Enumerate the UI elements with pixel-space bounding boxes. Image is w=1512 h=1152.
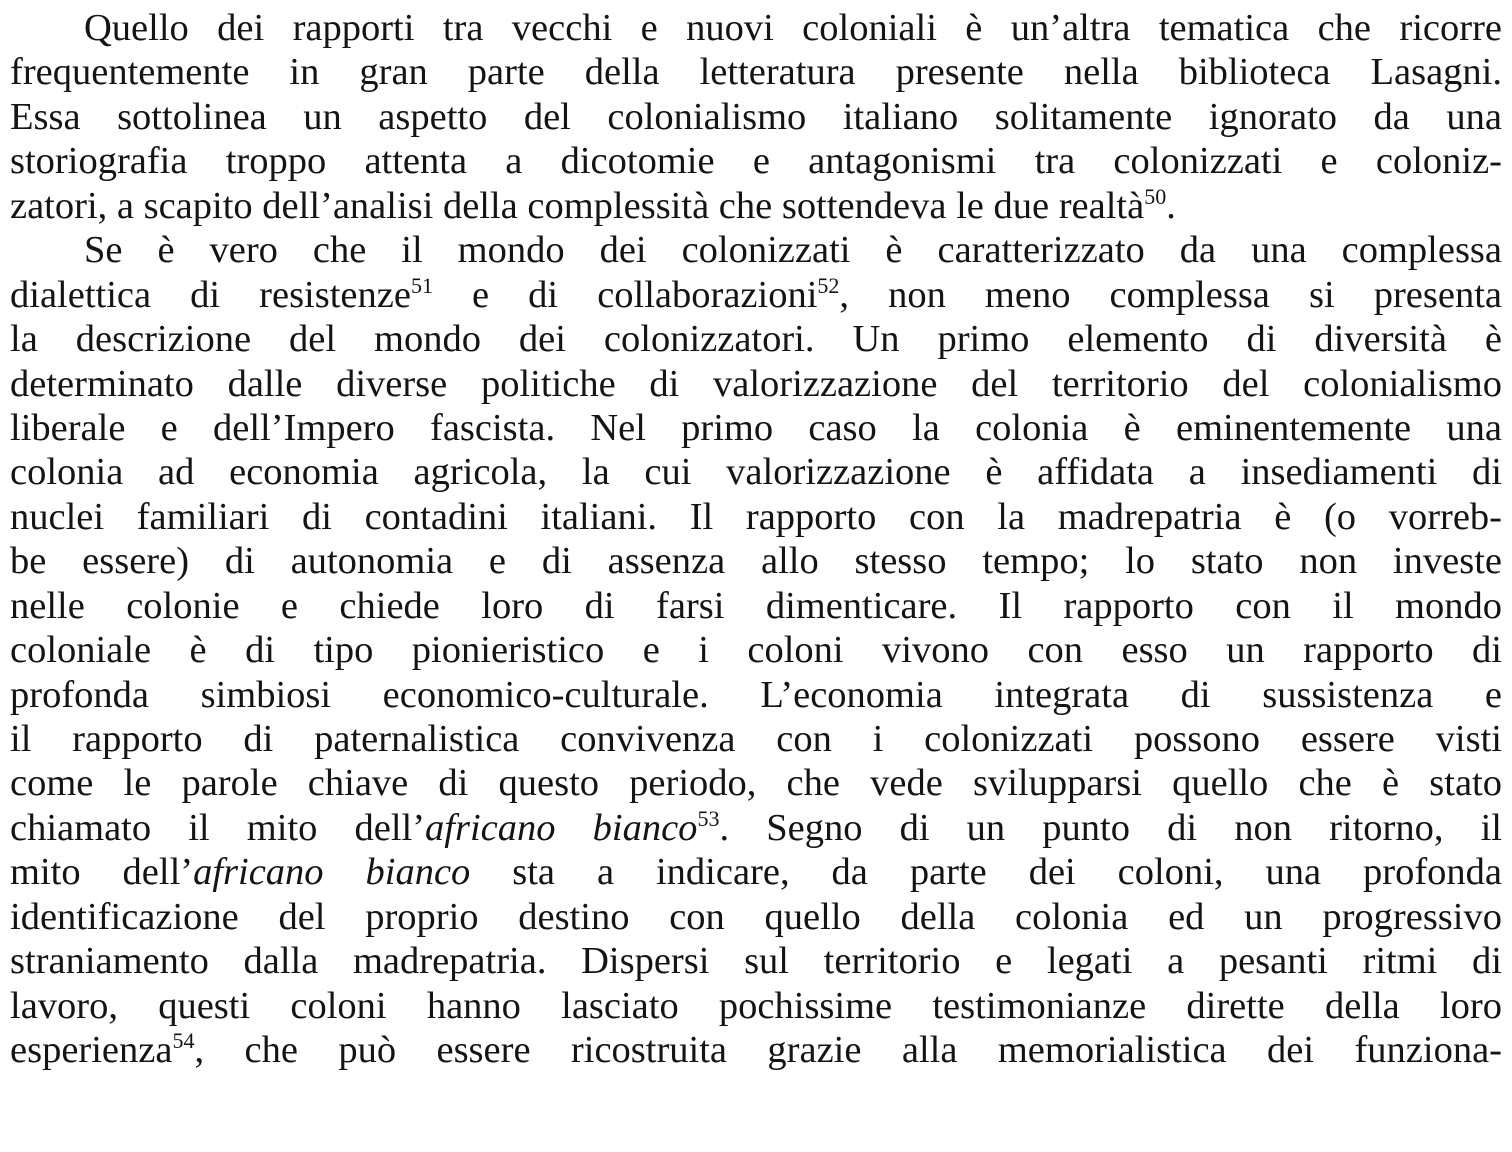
text-run: lavoro, questi coloni hanno lasciato pochissime testimonianze dirette della loro xyxy=(10,984,1502,1027)
text-run: . Segno di un punto di non ritorno, il xyxy=(719,806,1503,849)
text-run: sta a indicare, da parte dei coloni, una profonda xyxy=(470,851,1502,894)
text-line xyxy=(10,761,1502,805)
italic-term: africano bianco xyxy=(425,806,698,849)
text-run: identificazione del proprio destino con quello della colonia ed un progressivo xyxy=(10,895,1502,938)
footnote-marker: 50 xyxy=(1144,183,1167,209)
text-run: storiografia troppo attenta a dicotomie e antagonismi tra colonizzati e coloniz- xyxy=(10,140,1502,183)
text-run: be essere) di autonomia e di assenza allo stesso tempo; lo stato non investe xyxy=(10,540,1502,583)
text-line xyxy=(10,628,1502,672)
italic-term: africano bianco xyxy=(193,851,471,894)
text-run: colonia ad economia agricola, la cui valorizzazione è affidata a insediamenti di xyxy=(10,451,1502,494)
footnote-marker: 52 xyxy=(817,272,840,298)
footnote-marker: 54 xyxy=(172,1028,195,1054)
text-run: coloniale è di tipo pionieristico e i coloni vivono con esso un rapporto di xyxy=(10,629,1502,672)
footnote-marker: 51 xyxy=(410,272,433,298)
body-text xyxy=(10,6,1502,1073)
text-run: frequentemente in gran parte della letteratura presente nella biblioteca Lasagni. xyxy=(10,51,1502,94)
text-line xyxy=(10,6,1502,50)
text-run: e di collaborazioni xyxy=(432,273,818,316)
paragraph xyxy=(10,6,1502,228)
text-run: nelle colonie e chiede loro di farsi dimenticare. Il rapporto con il mondo xyxy=(10,584,1502,627)
text-run: mito dell’ xyxy=(10,851,194,894)
text-run: determinato dalle diverse politiche di valorizzazione del territorio del colonialismo xyxy=(10,362,1502,405)
text-line xyxy=(10,539,1502,583)
text-line xyxy=(10,50,1502,94)
footnote-marker: 53 xyxy=(697,805,720,831)
text-run: esperienza xyxy=(10,1029,173,1072)
paragraph xyxy=(10,228,1502,1072)
text-line xyxy=(10,1028,1502,1072)
text-line xyxy=(10,895,1502,939)
text-run: chiamato il mito dell’ xyxy=(10,806,426,849)
text-line xyxy=(10,984,1502,1028)
text-run: zatori, a scapito dell’analisi della complessità che sottendeva le due realtà xyxy=(10,184,1145,227)
text-line xyxy=(10,406,1502,450)
text-line xyxy=(10,717,1502,761)
text-line xyxy=(10,184,1502,228)
text-line xyxy=(10,228,1502,272)
text-line xyxy=(10,850,1502,894)
text-line xyxy=(10,939,1502,983)
text-line xyxy=(10,317,1502,361)
text-run: , non meno complessa si presenta xyxy=(839,273,1502,316)
text-run: dialettica di resistenze xyxy=(10,273,411,316)
text-run: Essa sottolinea un aspetto del colonialismo italiano solitamente ignorato da una xyxy=(10,95,1502,138)
text-run: Se è vero che il mondo dei colonizzati è caratterizzato da una complessa xyxy=(84,229,1502,272)
text-run: liberale e dell’Impero fascista. Nel primo caso la colonia è eminentemente una xyxy=(10,406,1502,449)
text-run: . xyxy=(1166,184,1176,227)
text-line xyxy=(10,95,1502,139)
text-line xyxy=(10,584,1502,628)
text-run: profonda simbiosi economico-culturale. L’economia integrata di sussistenza e xyxy=(10,673,1502,716)
text-run: straniamento dalla madrepatria. Dispersi sul territorio e legati a pesanti ritmi di xyxy=(10,940,1502,983)
text-run: nuclei familiari di contadini italiani. Il rapporto con la madrepatria è (o vorreb- xyxy=(10,495,1502,538)
text-line xyxy=(10,450,1502,494)
text-line xyxy=(10,673,1502,717)
text-line xyxy=(10,273,1502,317)
text-run: , che può essere ricostruita grazie alla memorialistica dei funziona- xyxy=(194,1029,1502,1072)
text-line xyxy=(10,139,1502,183)
text-run: come le parole chiave di questo periodo, che vede svilupparsi quello che è stato xyxy=(10,762,1502,805)
text-line xyxy=(10,362,1502,406)
text-run: Quello dei rapporti tra vecchi e nuovi coloniali è un’altra tematica che ricorre xyxy=(84,7,1502,49)
text-run: la descrizione del mondo dei colonizzatori. Un primo elemento di diversità è xyxy=(10,318,1502,361)
text-run: il rapporto di paternalistica convivenza con i colonizzati possono essere visti xyxy=(10,718,1502,760)
text-line xyxy=(10,495,1502,539)
text-line xyxy=(10,806,1502,850)
